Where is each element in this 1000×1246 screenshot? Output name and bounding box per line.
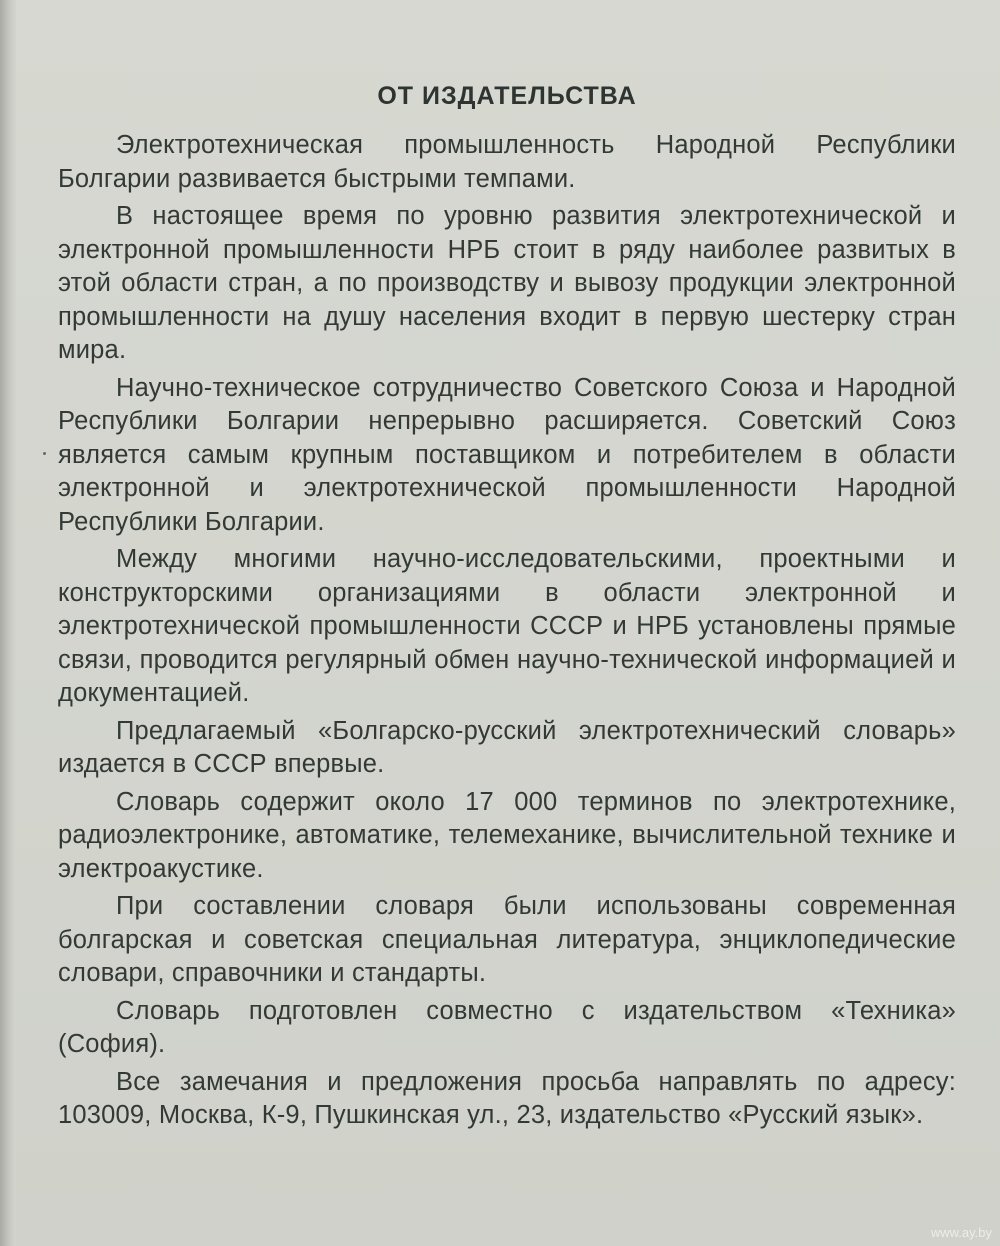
paragraph-1-text: Электротехническая промышленность Народной Республики Болгарии развивается быстрыми темпами. bbox=[58, 131, 956, 193]
site-watermark: www.ay.by bbox=[930, 1225, 992, 1240]
paragraph-5-text: Предлагаемый «Болгарско-русский электротехнический словарь» издается в СССР впервые. bbox=[58, 716, 956, 778]
paragraph-9-text: Все замечания и предложения просьба направлять по адресу: 103009, Москва, К-9, Пушкинская ул., 23, издательство «Русский язык». bbox=[58, 1067, 956, 1129]
paragraph-4-text: Между многими научно-исследовательскими, проектными и конструкторскими организациями в области электронной и электротехнической промышленности СССР и НРБ установлены прямые связи, проводится регулярный обмен научно-технической информацией и документацией. bbox=[58, 545, 956, 707]
paragraph-6 bbox=[58, 786, 956, 887]
page-title: ОТ ИЗДАТЕЛЬСТВА bbox=[377, 82, 637, 110]
paragraph-9 bbox=[58, 1066, 956, 1133]
paragraph-3-text: Научно-техническое сотрудничество Советского Союза и Народной Республики Болгарии непрерывно расширяется. Советский Союз является самым крупным поставщиком и потребителем в области электронной и электротехнической промышленности Народной Республики Болгарии. bbox=[58, 373, 956, 536]
paragraph-7-text: При составлении словаря были использованы современная болгарская и советская специальная литература, энциклопедические словари, справочники и стандарты. bbox=[58, 892, 956, 987]
book-page bbox=[16, 0, 1000, 1246]
paragraph-7 bbox=[58, 890, 956, 991]
paragraph-8 bbox=[58, 995, 956, 1062]
paragraph-2-text: В настоящее время по уровню развития электротехнической и электронной промышленности НРБ стоит в ряду наиболее развитых в этой области стран, а по производству и вывозу продукции электронной промышленности на душу населения входит в первую шестерку стран мира. bbox=[58, 202, 956, 364]
paragraph-5 bbox=[58, 715, 956, 782]
page-speck bbox=[43, 452, 46, 455]
book-spine-edge bbox=[0, 0, 16, 1246]
paragraph-3 bbox=[58, 372, 956, 540]
paragraph-2 bbox=[58, 200, 956, 368]
paragraph-1 bbox=[58, 129, 956, 196]
page-content bbox=[58, 82, 956, 1137]
paragraph-4 bbox=[58, 543, 956, 711]
paragraph-8-text: Словарь подготовлен совместно с издательством «Техника» (София). bbox=[58, 996, 956, 1058]
paragraph-6-text: Словарь содержит около 17 000 терминов по электротехнике, радиоэлектронике, автоматике, телемеханике, вычислительной технике и электроакустике. bbox=[58, 787, 956, 883]
